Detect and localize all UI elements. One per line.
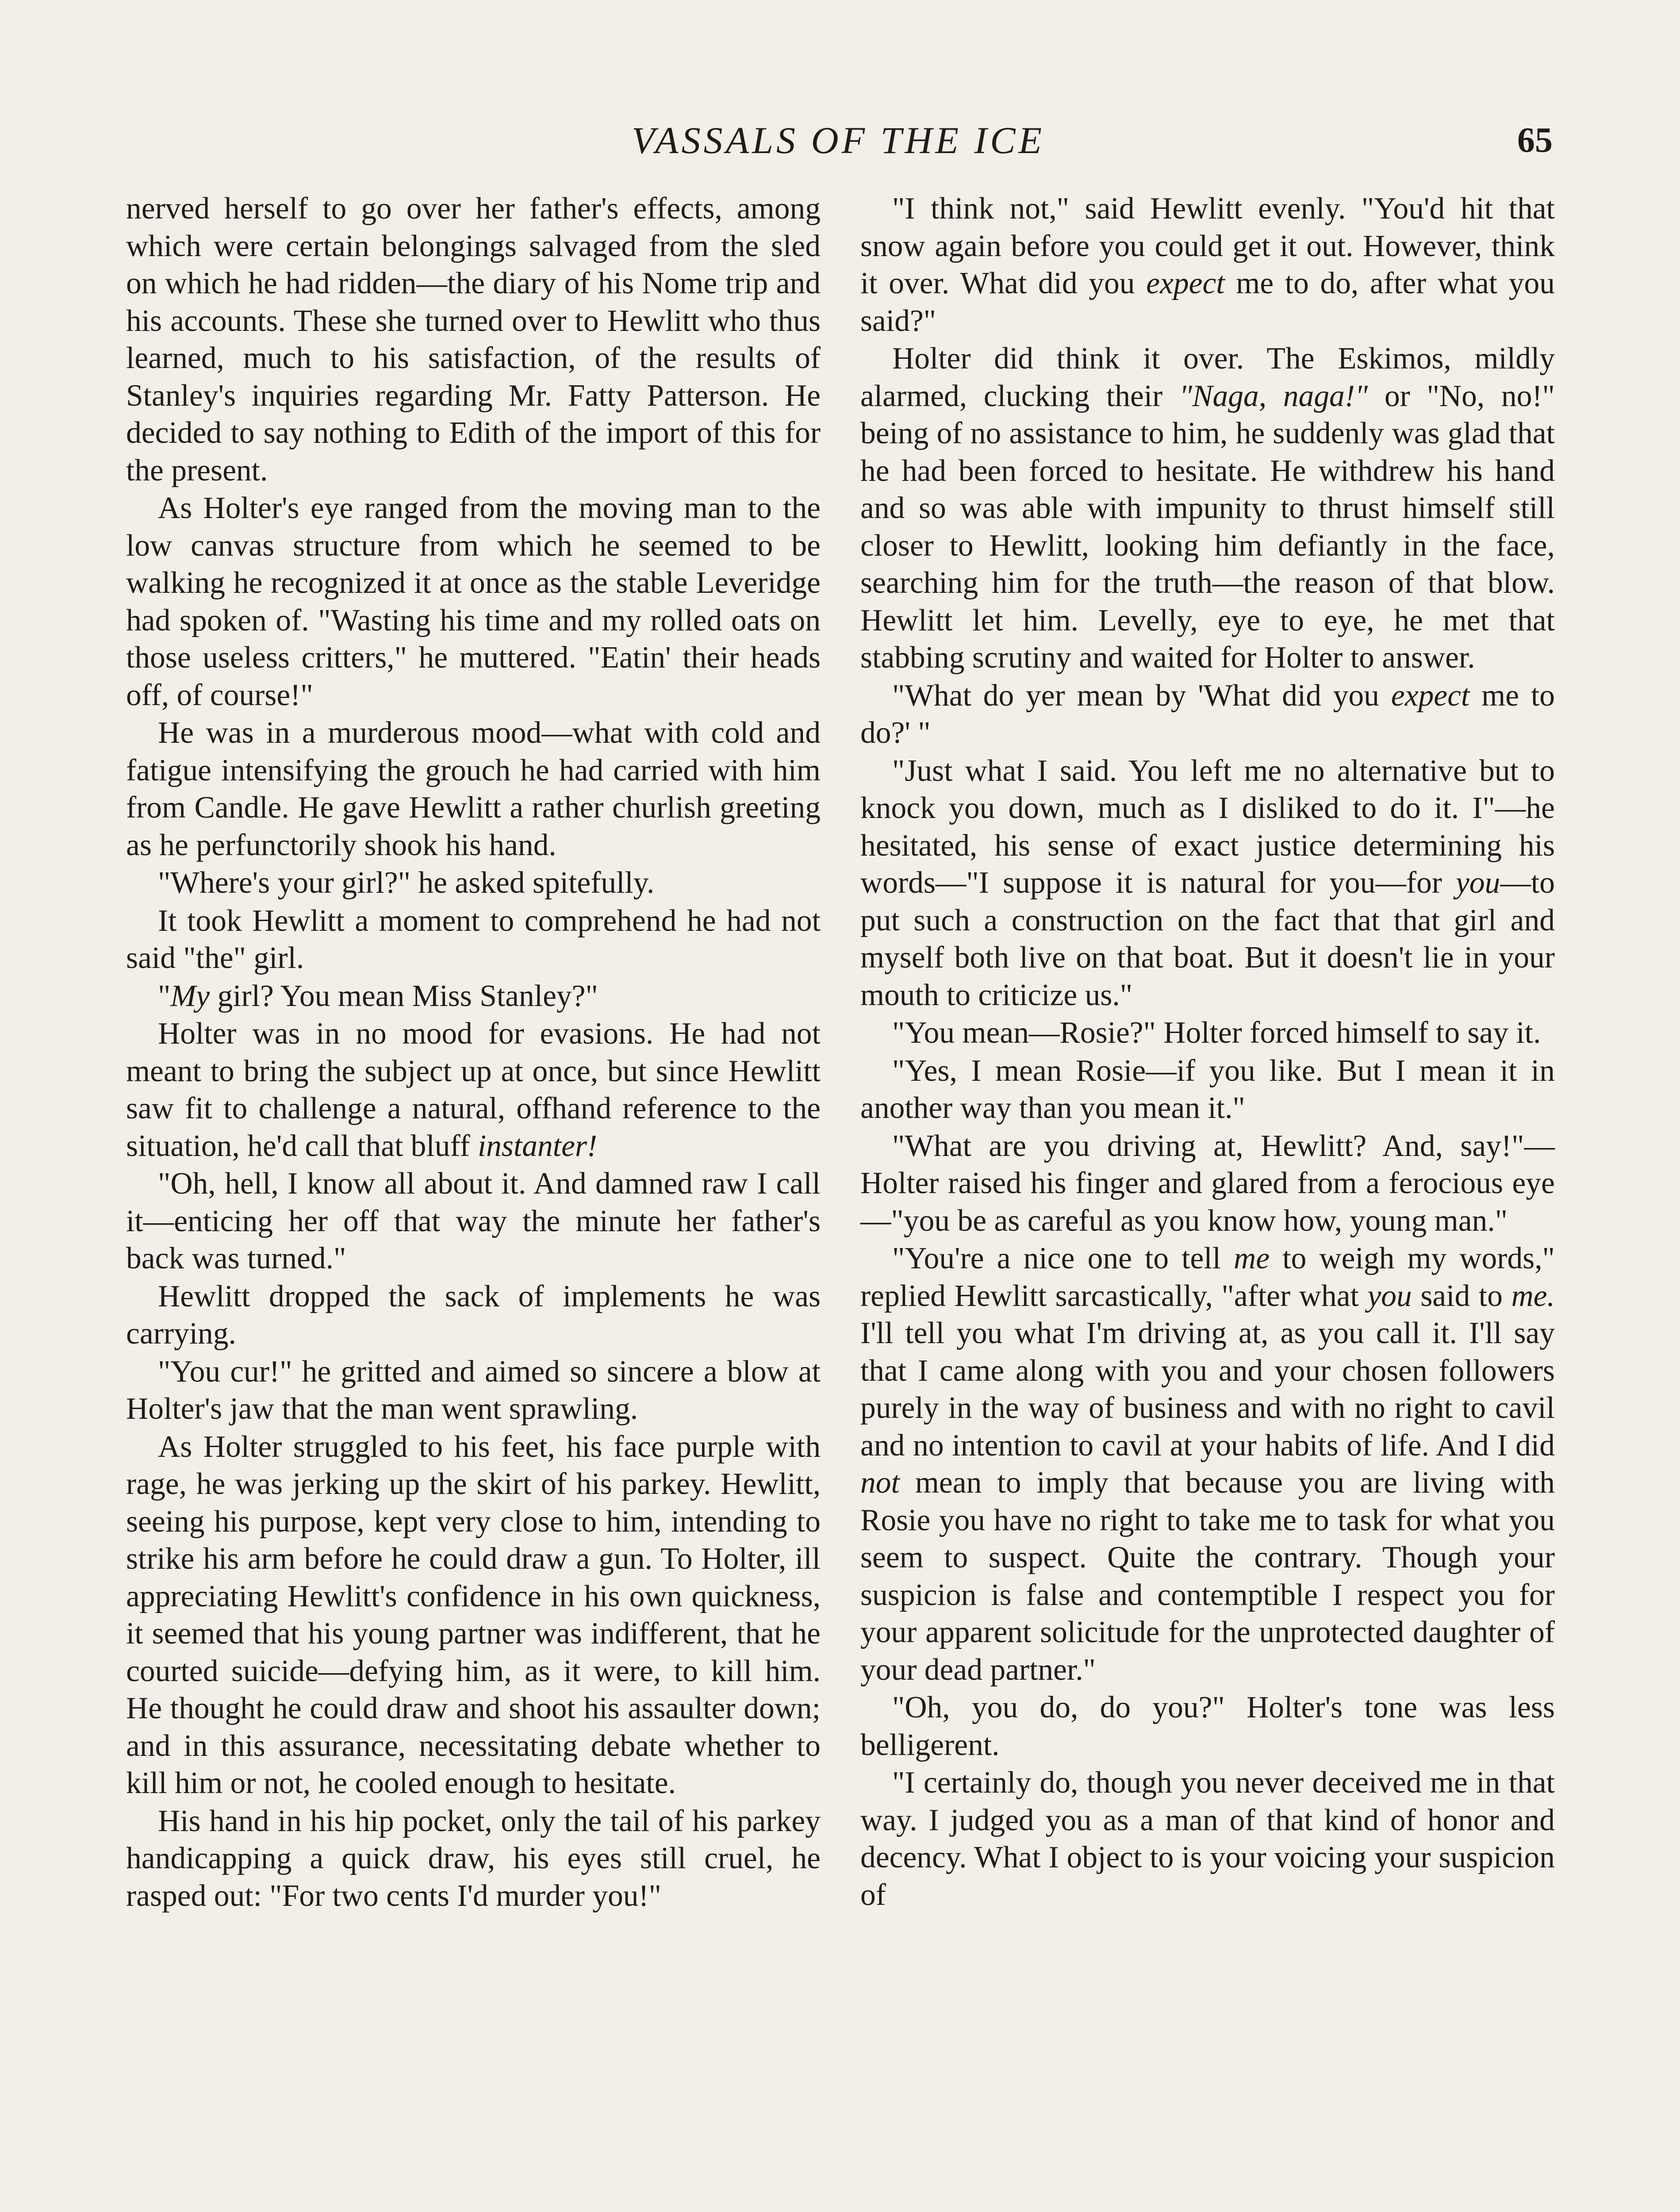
paragraph: "Yes, I mean Rosie—if you like. But I mean it in another way than you mean it.": [860, 1053, 1555, 1125]
paragraph: As Holter's eye ranged from the moving man to the low canvas structure from which he seemed to be walking he recognized it at once as the stable Leveridge had spoken of. "Wasting his time and my rolled oats on those useless critters," he muttered. "Eatin' their heads off, of course!": [126, 491, 821, 712]
paragraph: "I certainly do, though you never deceived me in that way. I judged you as a man of that kind of honor and decency. What I object to is your voicing your suspicion of: [860, 1766, 1555, 1912]
page-header: [124, 116, 1553, 165]
paragraph: He was in a murderous mood—what with cold and fatigue intensifying the grouch he had carried with him from Candle. He gave Hewlitt a rather churlish greeting as he perfunctorily shook his hand.: [126, 716, 821, 862]
paragraph: "What are you driving at, Hewlitt? And, say!"—Holter raised his finger and glared from a ferocious eye—"you be as careful as you know how, young man.": [860, 1129, 1555, 1238]
paragraph: "You're a nice one to tell me to weigh my words," replied Hewlitt sarcastically, "after what you said to me. I'll tell you what I'm driving at, as you call it. I'll say that I came along with you and your chosen followers purely in the way of business and with no right to cavil and no intention to cavil at your habits of life. And I did not mean to imply that because you are living with Rosie you have no right to take me to task for what you seem to suspect. Quite the contrary. Though your suspicion is false and contemptible I respect you for your apparent solicitude for the unprotected daughter of your dead partner.": [860, 1241, 1555, 1687]
paragraph: "Oh, you do, do you?" Holter's tone was less belligerent.: [860, 1690, 1555, 1762]
paragraph: "Where's your girl?" he asked spitefully.: [158, 866, 655, 900]
paragraph: Hewlitt dropped the sack of implements he was carrying.: [126, 1279, 821, 1351]
paragraph: His hand in his hip pocket, only the tail of his parkey handicapping a quick draw, his eyes still cruel, he rasped out: "For two cents I'd murder you!": [126, 1804, 821, 1913]
left-column: [126, 190, 821, 1915]
paragraph: "You mean—Rosie?" Holter forced himself to say it.: [892, 1016, 1541, 1050]
paragraph: As Holter struggled to his feet, his face purple with rage, he was jerking up the skirt of his parkey. Hewlitt, seeing his purpose, kept very close to him, intending to strike his arm before he could draw a gun. To Holter, ill appreciating Hewlitt's confidence in his own quickness, it seemed that his young partner was indifferent, that he courted suicide—defying him, as it were, to kill him. He thought he could draw and shoot his assaulter down; and in this assurance, necessitating debate whether to kill him or not, he cooled enough to hesitate.: [126, 1429, 821, 1800]
paragraph: "My girl? You mean Miss Stanley?": [158, 979, 598, 1013]
paragraph: "Oh, hell, I know all about it. And damned raw I call it—enticing her off that way the minute her father's back was turned.": [126, 1167, 821, 1275]
paragraph: It took Hewlitt a moment to comprehend he had not said "the" girl.: [126, 903, 821, 975]
paragraph: Holter was in no mood for evasions. He had not meant to bring the subject up at once, but since Hewlitt saw fit to challenge a natural, offhand reference to the situation, he'd call that bluff instanter!: [126, 1017, 821, 1163]
paragraph: "I think not," said Hewlitt evenly. "You'd hit that snow again before you could get it out. However, think it over. What did you expect me to do, after what you said?": [860, 192, 1555, 338]
running-title: VASSALS OF THE ICE: [631, 119, 1045, 161]
paragraph: "What do yer mean by 'What did you expect me to do?' ": [860, 678, 1555, 750]
paragraph: "You cur!" he gritted and aimed so sincere a blow at Holter's jaw that the man went sprawling.: [126, 1354, 821, 1426]
paragraph: nerved herself to go over her father's effects, among which were certain belongings salvaged from the sled on which he had ridden—the diary of his Nome trip and his accounts. These she turned over to Hewlitt who thus learned, much to his satisfaction, of the results of Stanley's inquiries regarding Mr. Fatty Patterson. He decided to say nothing to Edith of the import of this for the present.: [126, 192, 821, 488]
page-number: 65: [1517, 121, 1553, 160]
paragraph: Holter did think it over. The Eskimos, mildly alarmed, clucking their "Naga, naga!" or "No, no!" being of no assistance to him, he suddenly was glad that he had been forced to hesitate. He withdrew his hand and so was able with impunity to thrust himself still closer to Hewlitt, looking him defiantly in the face, searching him for the truth—the reason of that blow. Hewlitt let him. Levelly, eye to eye, he met that stabbing scrutiny and waited for Holter to answer.: [860, 342, 1555, 675]
paragraph: "Just what I said. You left me no alternative but to knock you down, much as I disliked to do it. I"—he hesitated, his sense of exact justice determining his words—"I suppose it is natural for you—for you—to put such a construction on the fact that that girl and myself both live on that boat. But it doesn't lie in your mouth to criticize us.": [860, 753, 1555, 1012]
right-column: [860, 190, 1555, 1914]
